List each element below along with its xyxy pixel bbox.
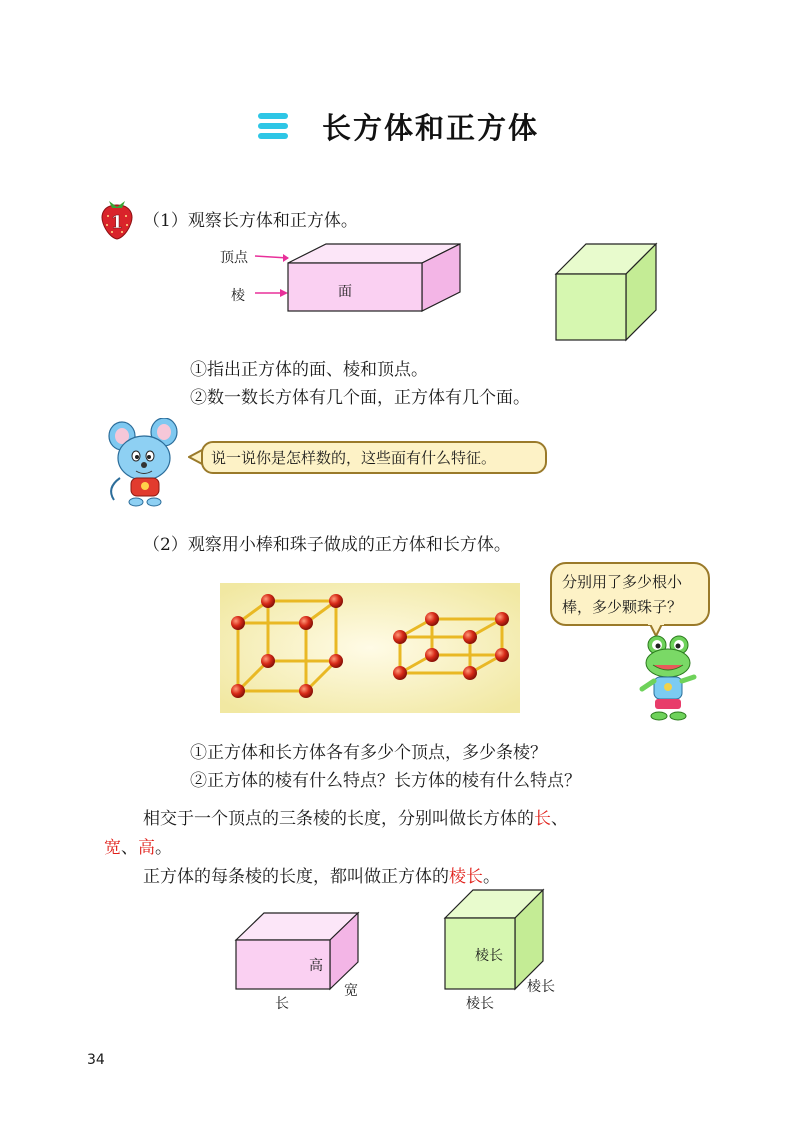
term-length: 长 — [534, 809, 551, 829]
length-label: 长 — [275, 996, 289, 1012]
definition-line-2: 正方体的每条棱的长度，都叫做正方体的棱长。 — [143, 867, 500, 887]
title-row — [258, 104, 539, 148]
edge-length-label-front: 棱长 — [475, 948, 503, 964]
part2-question-1: ①正方体和长方体各有多少个顶点，多少条棱？ — [190, 743, 547, 763]
term-height: 高 — [138, 838, 155, 858]
frog-speech-line-1: 分别用了多少根小 — [562, 573, 683, 591]
example-number: 1 — [110, 212, 124, 233]
face-label: 面 — [338, 284, 352, 300]
three-bars-icon — [258, 111, 288, 141]
height-label: 高 — [309, 958, 323, 974]
edge-label: 棱 — [231, 288, 245, 304]
part1-heading: （1）观察长方体和正方体。 — [143, 211, 358, 231]
mouse-speech-text: 说一说你是怎样数的，这些面有什么特征。 — [211, 449, 497, 467]
definition-line-1: 相交于一个顶点的三条棱的长度，分别叫做长方体的长、 — [143, 809, 568, 829]
part1-question-1: ①指出正方体的面、棱和顶点。 — [190, 360, 428, 380]
vertex-label: 顶点 — [220, 250, 248, 266]
mouse-mascot-icon — [104, 418, 186, 510]
mouse-speech-bubble — [201, 441, 547, 474]
cuboid-front-face — [288, 263, 422, 311]
frog-speech-line-2: 棒，多少颗珠子？ — [562, 598, 683, 616]
part2-heading: （2）观察用小棒和珠子做成的正方体和长方体。 — [143, 535, 511, 555]
part2-question-2: ②正方体的棱有什么特点？长方体的棱有什么特点？ — [190, 771, 581, 791]
page-number: 34 — [87, 1052, 105, 1068]
cube-front-face — [556, 274, 626, 340]
bead-models-photo — [220, 583, 520, 713]
edge-length-label-side: 棱长 — [527, 979, 555, 995]
cube-diagram — [552, 240, 662, 345]
cuboid-diagram — [250, 235, 470, 320]
page-title: 长方体和正方体 — [322, 110, 540, 145]
definition-line-1-cont: 宽、高。 — [104, 838, 172, 858]
edge-length-label-bottom: 棱长 — [466, 996, 494, 1012]
width-label: 宽 — [344, 983, 358, 999]
part1-question-2: ②数一数长方体有几个面，正方体有几个面。 — [190, 388, 530, 408]
term-edge-length: 棱长 — [449, 867, 483, 887]
frog-mascot-icon — [637, 633, 699, 723]
strawberry-icon — [98, 196, 136, 240]
term-width: 宽 — [104, 838, 121, 858]
frog-speech-bubble — [550, 562, 710, 626]
